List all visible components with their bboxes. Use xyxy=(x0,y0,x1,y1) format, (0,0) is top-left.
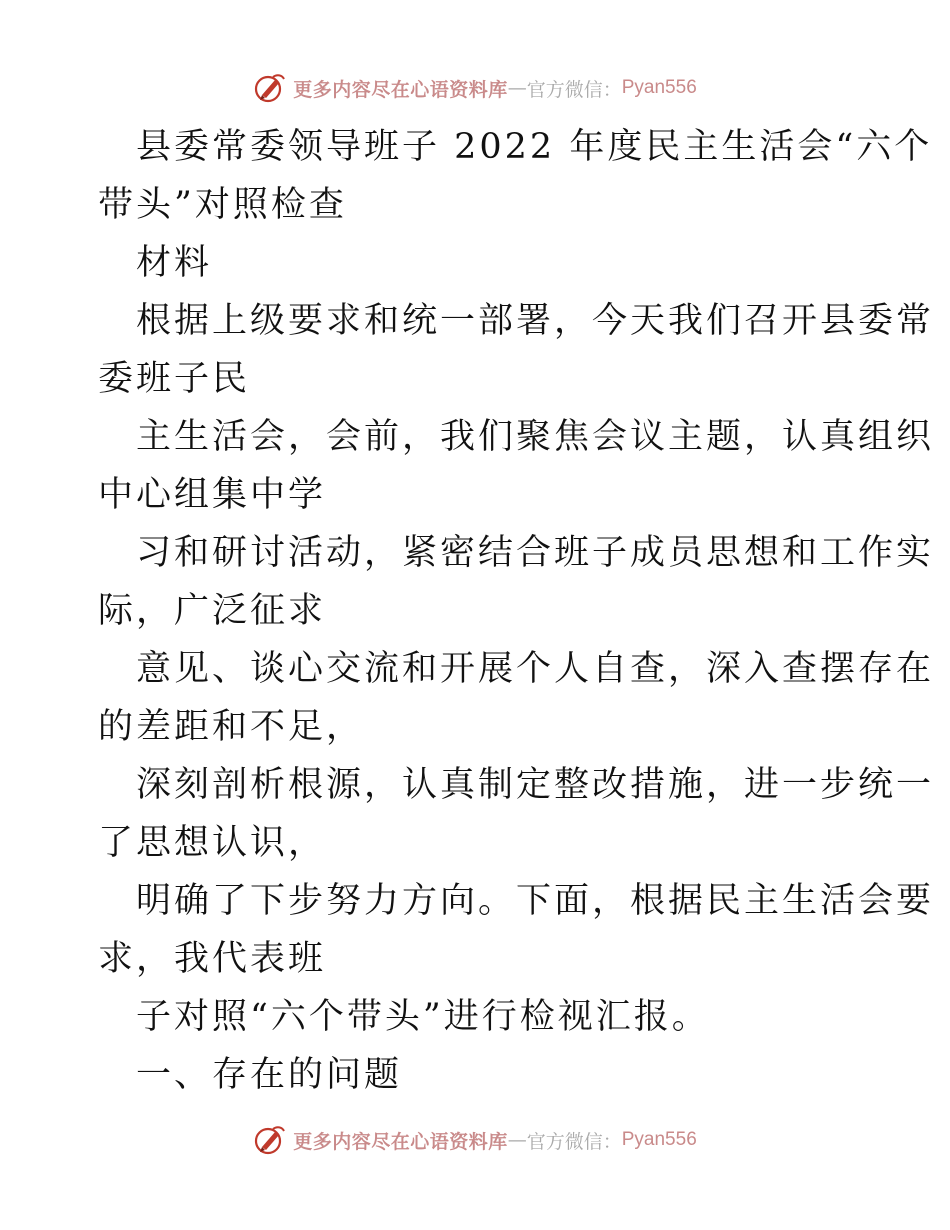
paragraph-line: 根据上级要求和统一部署，今天我们召开县委常 xyxy=(136,301,935,341)
paragraph-line: 明确了下步努力方向。下面，根据民主生活会要 xyxy=(136,881,935,921)
title-line-2: 带头”对照检查 xyxy=(98,185,347,225)
watermark-site-text: 更多内容尽在心语资料库 xyxy=(293,1130,508,1153)
watermark-dash: — xyxy=(507,1129,527,1151)
watermark-official-label: 官方微信： xyxy=(526,78,622,101)
paragraph-line: 求，我代表班 xyxy=(98,939,327,979)
paragraph-line: 深刻剖析根源，认真制定整改措施，进一步统一 xyxy=(136,765,935,805)
title-line-3: 材料 xyxy=(136,243,213,283)
paragraph-line: 习和研讨活动，紧密结合班子成员思想和工作实 xyxy=(136,533,935,573)
paragraph-line: 了思想认识， xyxy=(98,823,327,863)
pen-logo-icon xyxy=(253,71,287,105)
watermark-dash: — xyxy=(507,77,527,99)
paragraph-line: 子对照“六个带头”进行检视汇报。 xyxy=(136,997,710,1037)
watermark-wechat-id: Pyan556 xyxy=(621,1129,697,1150)
watermark-wechat-id: Pyan556 xyxy=(621,77,697,98)
paragraph-line: 际，广泛征求 xyxy=(98,591,327,631)
paragraph-line: 委班子民 xyxy=(98,359,251,399)
pen-logo-icon xyxy=(253,1123,287,1157)
watermark-site-text: 更多内容尽在心语资料库 xyxy=(293,78,508,101)
paragraph-line: 的差距和不足， xyxy=(98,707,365,747)
paragraph-line: 主生活会，会前，我们聚焦会议主题，认真组织 xyxy=(136,417,935,457)
watermark-header xyxy=(0,68,950,108)
section-heading: 一、存在的问题 xyxy=(136,1055,403,1095)
document-body xyxy=(98,118,935,1104)
paragraph-line: 中心组集中学 xyxy=(98,475,327,515)
paragraph-line: 意见、谈心交流和开展个人自查，深入查摆存在 xyxy=(136,649,935,689)
watermark-footer xyxy=(0,1120,950,1160)
watermark-official-label: 官方微信： xyxy=(526,1130,622,1153)
title-line-1: 县委常委领导班子 2022 年度民主生活会“六个 xyxy=(136,127,933,167)
